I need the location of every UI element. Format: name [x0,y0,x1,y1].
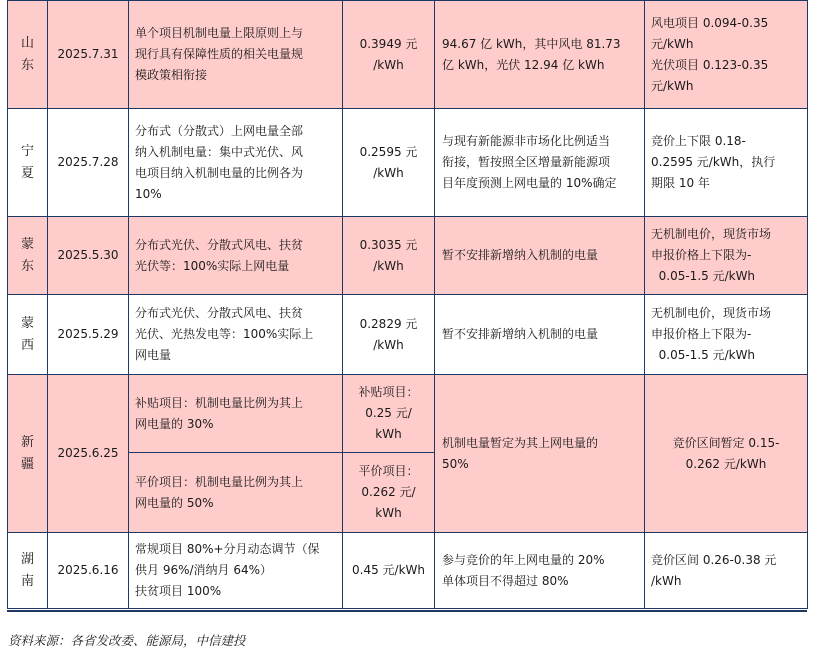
price-cell: 平价项目： 0.262 元/ kWh [343,453,435,533]
date-cell: 2025.5.29 [48,295,129,375]
bottom-rule [7,610,807,612]
date-cell: 2025.6.25 [48,375,129,533]
bid-cell: 竞价上下限 0.18- 0.2595 元/kWh，执行 期限 10 年 [645,109,808,217]
rule-cell: 分布式光伏、分散式风电、扶贫 光伏、光热发电等：100%实际上 网电量 [129,295,343,375]
rule-cell: 单个项目机制电量上限原则上与 现行具有保障性质的相关电量规 模政策相衔接 [129,1,343,109]
price-cell: 0.45 元/kWh [343,533,435,609]
date-cell: 2025.6.16 [48,533,129,609]
date-cell: 2025.7.31 [48,1,129,109]
table-row [8,295,808,375]
scale-cell: 机制电量暂定为其上网电量的 50% [435,375,645,533]
scale-cell: 参与竞价的年上网电量的 20% 单体项目不得超过 80% [435,533,645,609]
province-cell: 湖 南 [8,533,48,609]
rule-cell: 平价项目：机制电量比例为其上 网电量的 50% [129,453,343,533]
policy-table [7,0,807,609]
rule-cell: 分布式（分散式）上网电量全部 纳入机制电量：集中式光伏、风 电项目纳入机制电量的比例各为 10% [129,109,343,217]
bid-cell: 风电项目 0.094-0.35 元/kWh 光伏项目 0.123-0.35 元/kWh [645,1,808,109]
date-cell: 2025.7.28 [48,109,129,217]
bid-cell: 竞价区间暂定 0.15- 0.262 元/kWh [645,375,808,533]
bid-cell: 无机制电价，现货市场 申报价格上下限为- 0.05-1.5 元/kWh [645,217,808,295]
scale-cell: 暂不安排新增纳入机制的电量 [435,295,645,375]
price-cell: 补贴项目： 0.25 元/ kWh [343,375,435,453]
table-row [8,109,808,217]
province-cell: 蒙 东 [8,217,48,295]
scale-cell: 暂不安排新增纳入机制的电量 [435,217,645,295]
rule-cell: 分布式光伏、分散式风电、扶贫 光伏等：100%实际上网电量 [129,217,343,295]
scale-cell: 94.67 亿 kWh，其中风电 81.73 亿 kWh，光伏 12.94 亿 kWh [435,1,645,109]
province-cell: 山 东 [8,1,48,109]
price-cell: 0.2595 元 /kWh [343,109,435,217]
scale-cell: 与现有新能源非市场化比例适当 衔接，暂按照全区增量新能源项 目年度预测上网电量的 10%确定 [435,109,645,217]
province-cell: 新 疆 [8,375,48,533]
date-cell: 2025.5.30 [48,217,129,295]
province-cell: 宁 夏 [8,109,48,217]
price-cell: 0.3949 元 /kWh [343,1,435,109]
bid-cell: 竞价区间 0.26-0.38 元 /kWh [645,533,808,609]
bid-cell: 无机制电价，现货市场 申报价格上下限为- 0.05-1.5 元/kWh [645,295,808,375]
rule-cell: 补贴项目：机制电量比例为其上 网电量的 30% [129,375,343,453]
table-row [8,533,808,609]
table-row [8,1,808,109]
price-cell: 0.3035 元 /kWh [343,217,435,295]
table-row [8,375,808,453]
table-row [8,217,808,295]
province-cell: 蒙 西 [8,295,48,375]
rule-cell: 常规项目 80%+分月动态调节（保 供月 96%/消纳月 64%） 扶贫项目 100% [129,533,343,609]
price-cell: 0.2829 元 /kWh [343,295,435,375]
source-note: 资料来源：各省发改委、能源局，中信建投 [8,633,246,648]
